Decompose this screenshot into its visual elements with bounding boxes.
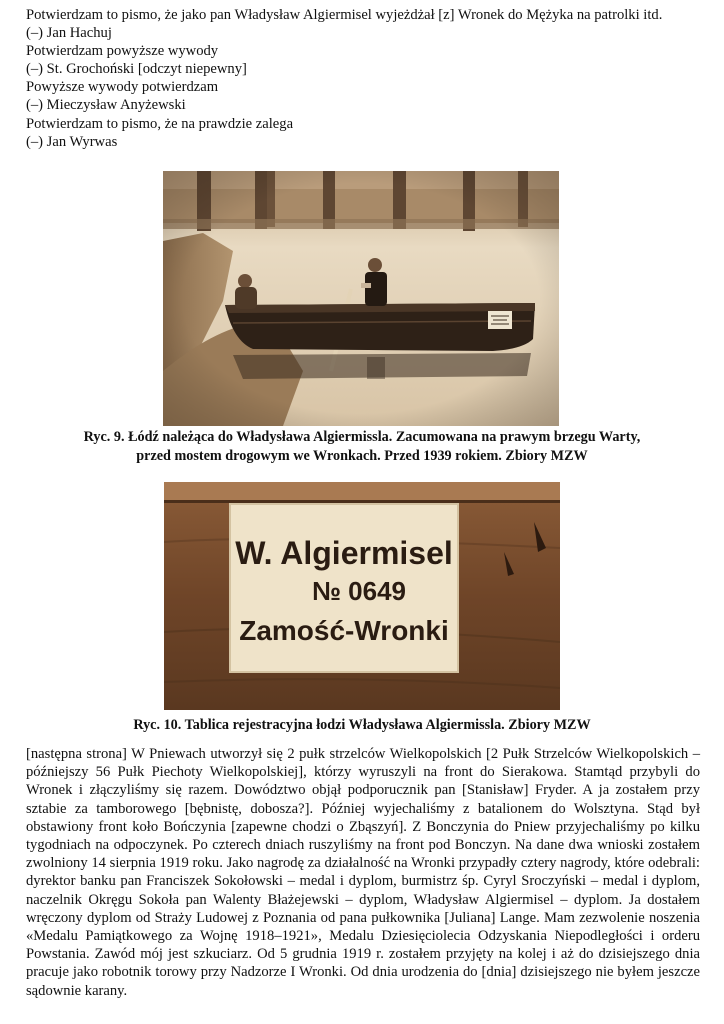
plate-name-text: W. Algiermisel [235,535,453,571]
attestation-signature: (–) Mieczysław Anyżewski [26,97,186,114]
attestation-block [26,6,706,151]
plate-photo-illustration [164,482,560,710]
body-paragraph: [następna strona] W Pniewach utworzył się 2 pułk strzelców Wielkopolskich [2 Pułk Strzelców Wielkopolskich – późniejszy 56 Pułk Piechoty Wielkopolskiej], którzy wyruszyli na front do Sierakowa. Stamtąd przybyli do Wronek i złączyliśmy się razem. Dowództwo objął podporucznik pan [Stanisław] Fryder. A ja zostałem przy sztabie za tamborowego [bębnistę, dobosza?]. Później wyjechaliśmy z batalionem do Wolsztyna. Stąd był obstawiony front koło Bończynia [zapewne chodzi o Zbąszyń]. Z Bonczynia do Pniew przyjechaliśmy po kilku tygodniach na odpoczynek. Po czterech dniach ruszyliśmy na front pod Bonczyn. Na dane dwa wnioski zostałem zwolniony 14 sierpnia 1919 roku. Jako nagrodę za działalność na Wronki przypadły cztery nagrody, które odebrali: dyrektor banku pan Franciszek Sokołowski – medal i dyplom, burmistrz śp. Cyryl Sroczyński – medal i dyplom, naczelnik Okręgu Sokoła pan Walenty Błażejewski – dyplom, Władysław Algiermisel – dyplom. Ja dostałem wręczony dyplom od Straży Ludowej z Poznania od pana pułkownika [Juliana] Lange. Mam zezwolenie noszenia «Medalu Pamiątkowego za Wojnę 1918–1921», Medalu Dziesięciolecia Odzyskania Niepodległości i orderu Powstania. Zawód mój jest szkuciarz. Od 5 grudnia 1919 r. zostałem przyjęty na kolej i aż do dzisiejszego dnia pracuje jako robotnik torowy przy Nadzorze I Wronki. Od dnia urodzenia do [dnia] dzisiejszego nie byłem jeszcze sądownie karany. [26,746,700,999]
attestation-signature: (–) St. Grochoński [odczyt niepewny] [26,61,247,78]
figure-9-caption [20,428,704,465]
figure-9-caption-line: przed mostem drogowym we Wronkach. Przed 1939 rokiem. Zbiory MZW [136,447,588,464]
boat-photograph [163,171,559,426]
figure-9-caption-line: Ryc. 9. Łódź należąca do Władysława Algiermissla. Zacumowana na prawym brzegu Warty, [83,429,641,445]
attestation-signature: (–) Jan Hachuj [26,25,112,42]
attestation-line: Potwierdzam to pismo, że jako pan Władysław Algiermisel wyjeżdżał [z] Wronek do Mężyka na patrolki itd. [26,7,663,23]
attestation-line: Powyższe wywody potwierdzam [26,79,219,96]
registration-plate-photograph [164,482,560,710]
boat-photo-illustration [163,171,559,426]
attestation-line: Potwierdzam to pismo, że na prawdzie zalega [26,115,294,132]
attestation-line: Potwierdzam powyższe wywody [26,43,219,60]
plate-number-text: № 0649 [311,576,407,606]
figure-10-caption: Ryc. 10. Tablica rejestracyjna łodzi Władysława Algiermissla. Zbiory MZW [133,717,591,733]
plate-town-text: Zamość-Wronki [239,615,449,646]
attestation-signature: (–) Jan Wyrwas [26,133,118,150]
